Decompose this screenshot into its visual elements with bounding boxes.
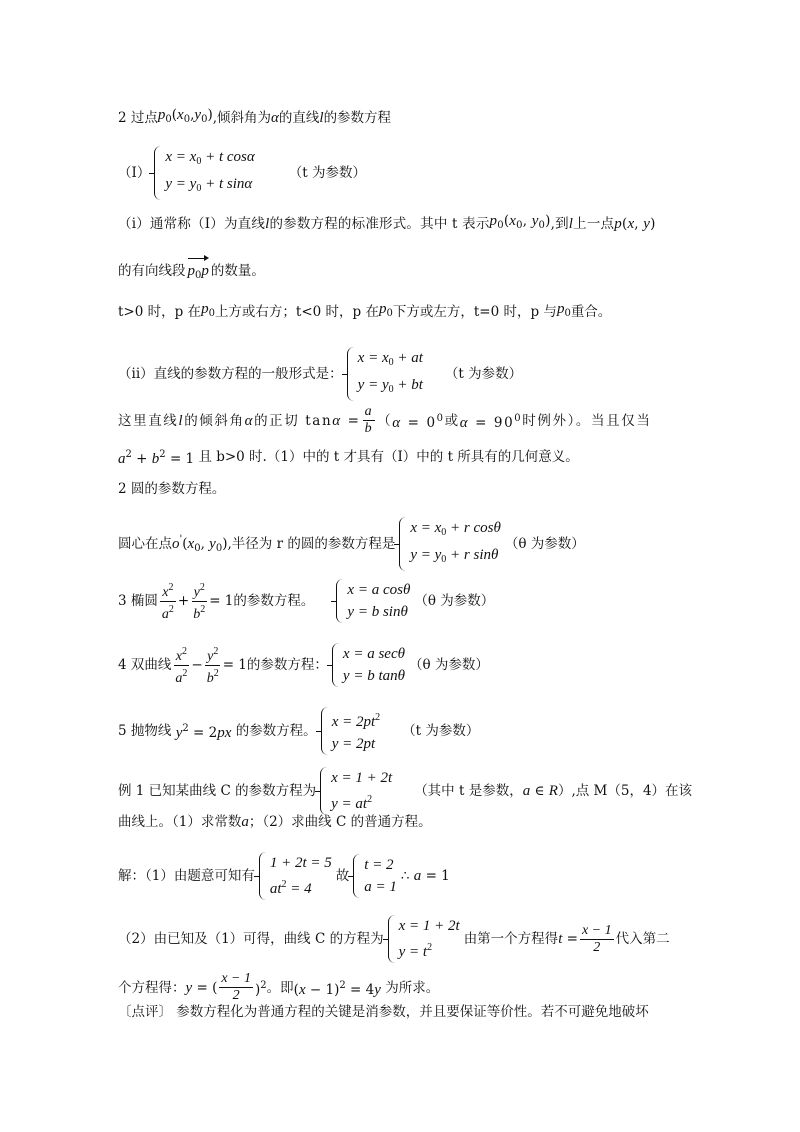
line-circle-heading: 2 圆的参数方程。	[118, 481, 226, 497]
math-vector-p0p: $p_0p$	[188, 256, 209, 285]
line-line-param-heading: 2 过点 $p_0(x_0,y_0)$ ,倾斜角为 α 的直线 l 的参数方程	[118, 106, 730, 129]
line-solution-1: 解：（1）由题意可知有 1 + 2t = 5 $at^2 = 4$ 故 t = 2 a = 1 ∴ a = 1	[118, 852, 730, 900]
line-ellipse: 3 椭圆 $\frac{x^2}{a^2}$ + $\frac{y^2}{b^2}$ = 1 的参数方程。 x = a cosθ y = b sinθ （θ 为参数）	[118, 579, 730, 623]
line-t-sign-meaning: t>0 时，p 在 $p_0$ 上方或右方；t<0 时，p 在 $p_0$ 下方或左方，t=0 时，p 与 $p_0$ 重合。	[118, 301, 612, 320]
math-system-circle: $x = x_0 + r$ cosθ $y = y_0 + r$ sinθ	[399, 517, 501, 571]
math-system-solve: 1 + 2t = 5 $at^2 = 4$	[259, 852, 332, 900]
line-example-questions: 曲线上。（1）求常数 a ；（2）求曲线 C 的普通方程。	[118, 814, 432, 830]
line-unit-condition: $a^2 + b^2 = 1$ 且 b>0 时.（1）中的 t 才具有（I）中的 t 所具有的几何意义。	[118, 449, 579, 467]
line-standard-form: （i）通常称（I）为直线 l 的参数方程的标准形式。其中 t 表示 $p_0(x_0$, $y_0$) ,到 l 上一点 p(x, y)	[118, 212, 730, 235]
math-system-hyperbola: x = a secθ y = b tanθ	[332, 643, 405, 687]
line-circle-param: 圆心在点 $o'(x_0$, $y_0$) ,半径为 r 的圆的参数方程是 $x = x_0 + r$ cosθ $y = y_0 + r$ sinθ （θ 为参数）	[118, 517, 730, 571]
line-example-1: 例 1 已知某曲线 C 的参数方程为 x = 1 + 2t $y = at^2$ （其中 t 是参数， a ∈ R ）,点 M（5，4）在该	[118, 767, 730, 815]
line-tangent-condition: 这里直线 l 的倾斜角 α 的正切 tanα = $\frac{a}{b}$ （ $\alpha = 0^0$ 或 $\alpha = 90^0$ 时例外）。当且仅当	[118, 404, 652, 436]
line-system-I: （I） $x = x_0 + t$ cosα $y = y_0 + t$ sinα （t 为参数）	[118, 146, 730, 200]
math-point-p: p(x, y)	[614, 215, 656, 232]
line-hyperbola: 4 双曲线 $\frac{x^2}{a^2}$ − $\frac{y^2}{b^2}$ = 1 的参数方程： x = a secθ y = b tanθ （θ 为参数）	[118, 643, 730, 687]
math-system-curve: x = 1 + 2t $y = t^2$	[388, 915, 460, 963]
math-point-p0: $p_0(x_0,y_0)$	[157, 107, 213, 125]
math-system-ellipse: x = a cosθ y = b sinθ	[336, 579, 410, 623]
math-system-general: $x = x_0$ + at $y = y_0$ + bt	[347, 347, 423, 401]
math-point-p0: $p_0(x_0$, $y_0$)	[489, 213, 551, 231]
line-general-form: （ii）直线的参数方程的一般形式是： $x = x_0$ + at $y = y_0$ + bt （t 为参数）	[118, 347, 730, 401]
math-system-result: t = 2 a = 1	[353, 854, 397, 898]
math-system-parabola: $x = 2pt^2$ y = 2pt	[321, 707, 380, 755]
line-parabola: 5 抛物线 $y^2 = 2px$ 的参数方程。 $x = 2pt^2$ y = 2pt （t 为参数）	[118, 707, 730, 755]
math-system-example: x = 1 + 2t $y = at^2$	[320, 767, 392, 815]
math-system-I: $x = x_0 + t$ cosα $y = y_0 + t$ sinα	[154, 146, 254, 200]
line-directed-segment: 的有向线段 $p_0p$ 的数量。	[118, 256, 730, 285]
line-solution-result: 个方程得： y = ( $\frac{x - 1}{2}$ )$^2$ 。即 $(x - 1)^2 = 4y$ 为所求。	[118, 971, 440, 1003]
line-comment: 〔点评〕 参数方程化为普通方程的关键是消参数，并且要保证等价性。若不可避免地破坏	[118, 1004, 649, 1020]
line-solution-2: （2）由已知及（1）可得，曲线 C 的方程为 x = 1 + 2t $y = t^2$ 由第一个方程得 t = $\frac{x - 1}{2}$ 代入第二	[118, 915, 730, 963]
